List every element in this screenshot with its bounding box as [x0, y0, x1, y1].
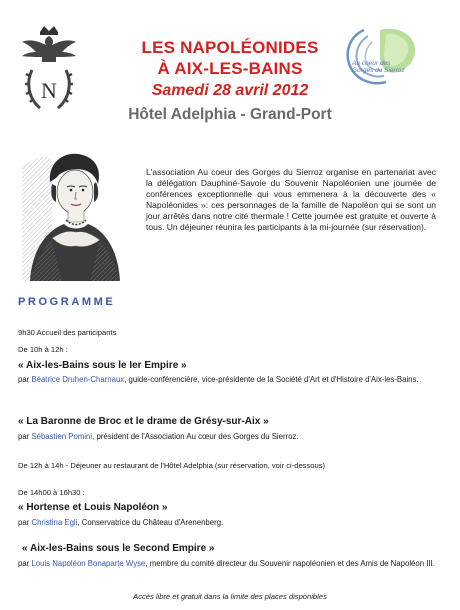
talk-speaker-2: [18, 431, 438, 442]
speaker-description: , président de l'Association Au cœur des Gorges du Sierroz.: [92, 432, 299, 441]
talk-title-3: « Hortense et Louis Napoléon »: [18, 502, 168, 513]
speaker-name-link[interactable]: Christina Egli: [31, 518, 78, 527]
talk-speaker-1: [18, 374, 438, 385]
programme-heading: PROGRAMME: [18, 296, 116, 308]
footer-note: Accès libre et gratuit dans la limite des places disponibles: [133, 592, 327, 601]
speaker-name-link[interactable]: Louis Napoléon Bonaparte Wyse: [31, 559, 146, 568]
speaker-description: , membre du comité directeur du Souvenir napoléonien et des Amis de Napoléon III.: [145, 559, 435, 568]
talk-speaker-3: [18, 517, 438, 528]
logo-line-1: Au coeur des: [352, 60, 391, 67]
intro-paragraph: L'association Au coeur des Gorges du Sierroz organise en partenariat avec la délégation Dauphiné-Savoie du Souvenir Napoléonien une journée de conférences exceptionnelle qui vous emmenera à la découverte des « Napoléonides »: ces personnages de la famille de Napoléon qui se sont un jour arrêtés dans notre cité thermale ! Cette journée est gratuite et ouverte à tous. Un déjeuner réunira les participants à la mi-journée (sur réservation).: [146, 167, 436, 232]
by-prefix: par: [18, 559, 32, 568]
schedule-line-lunch: De 12h à 14h - Déjeuner au restaurant de l'Hôtel Adelphia (sur réservation, voir ci-dessous): [18, 461, 326, 470]
schedule-line-morning: De 10h à 12h :: [18, 345, 68, 354]
by-prefix: par: [18, 375, 32, 384]
portrait-engraving-image: [22, 148, 126, 281]
svg-text:N: N: [41, 78, 57, 103]
talk-title-4: « Aix-les-Bains sous le Second Empire »: [22, 543, 215, 554]
event-venue: Hôtel Adelphia - Grand-Port: [128, 106, 332, 123]
schedule-line-welcome: 9h30 Accueil des participants: [18, 328, 117, 337]
event-date: Samedi 28 avril 2012: [151, 82, 309, 99]
by-prefix: par: [18, 432, 32, 441]
event-title-line-1: LES NAPOLÉONIDES: [141, 38, 319, 57]
speaker-description: , guide-conférencière, vice-présidente de la Société d'Art et d'Histoire d'Aix-les-Bains.: [124, 375, 419, 384]
schedule-line-afternoon: De 14h00 à 16h30 :: [18, 488, 85, 497]
event-title-line-2: À AIX-LES-BAINS: [157, 59, 303, 78]
talk-speaker-4: [18, 558, 438, 569]
by-prefix: par: [18, 518, 32, 527]
speaker-description: , Conservatrice du Château d'Arenenberg.: [77, 518, 224, 527]
speaker-name-link[interactable]: Béatrice Druhen-Charnaux: [31, 375, 125, 384]
logo-line-2: Gorges du Sierroz: [352, 67, 405, 74]
association-logo-icon: [336, 26, 434, 90]
talk-title-2: « La Baronne de Broc et le drame de Grésy-sur-Aix »: [18, 416, 269, 427]
speaker-name-link[interactable]: Sébastien Pomini: [31, 432, 93, 441]
talk-title-1: « Aix-les-Bains sous le Ier Empire »: [18, 360, 187, 371]
